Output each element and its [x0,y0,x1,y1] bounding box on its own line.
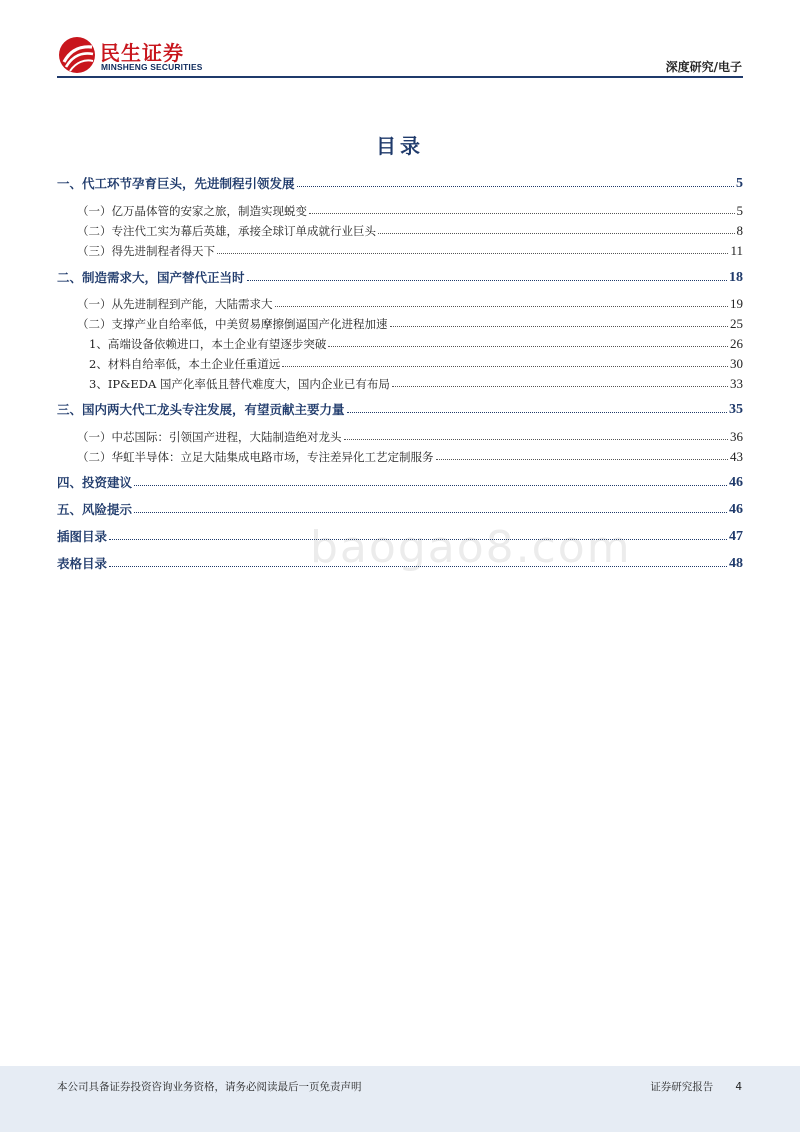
toc-entry-page: 43 [730,449,743,464]
page-footer [0,1066,800,1132]
footer-page-number: 4 [735,1081,742,1093]
toc-entry-text: 表格目录 [57,556,108,571]
company-logo [57,35,207,75]
toc-entry-page: 48 [729,556,743,571]
toc-leader-dots [134,485,727,486]
toc-entry-section-2[interactable] [57,266,743,286]
toc-entry-page: 33 [730,376,743,391]
toc-leader-dots [297,186,734,187]
toc-entry-text: （二）专注代工实为幕后英雄，承接全球订单成就行业巨头 [77,224,376,238]
toc-entry-text: 二、制造需求大，国产替代正当时 [57,270,245,285]
toc-leader-dots [275,306,729,307]
toc-entry-text: （二）支撑产业自给率低，中美贸易摩擦倒逼国产化进程加速 [77,317,388,331]
toc-entry-text: 2、材料自给率低，本土企业任重道远 [89,357,281,371]
toc-leader-dots [392,386,728,387]
toc-leader-dots [309,213,735,214]
toc-entry-2-2-3[interactable] [57,372,743,392]
toc-entry-text: 四、投资建议 [57,475,133,490]
minsheng-logo-icon [57,35,97,75]
toc-entry-section-4[interactable] [57,471,743,491]
toc-entry-page: 30 [730,356,743,371]
toc-leader-dots [390,326,729,327]
toc-entry-1-3[interactable] [57,239,743,259]
toc-entry-page: 47 [729,529,743,544]
toc-entry-page: 36 [730,429,743,444]
footer-disclaimer: 本公司具备证券投资咨询业务资格，请务必阅读最后一页免责声明 [57,1081,362,1093]
toc-entry-page: 46 [729,475,743,490]
toc-entry-text: （一）从先进制程到产能，大陆需求大 [77,297,273,311]
header-divider [57,76,743,78]
toc-title: 目录 [376,134,424,158]
footer-report-type: 证券研究报告 [650,1081,714,1093]
toc-leader-dots [282,366,728,367]
footer-right [650,1079,742,1094]
toc-entry-3-2[interactable] [57,445,743,465]
toc-entry-3-1[interactable] [57,425,743,445]
toc-entry-page: 35 [729,402,743,417]
page-header [0,0,800,80]
toc-entry-page: 46 [729,502,743,517]
toc-entry-table-list[interactable] [57,552,743,572]
toc-entry-text: （一）亿万晶体管的安家之旅，制造实现蜕变 [77,204,307,218]
toc-entry-1-1[interactable] [57,199,743,219]
toc-entry-2-2[interactable] [57,312,743,332]
toc-entry-page: 18 [729,270,743,285]
toc-entry-1-2[interactable] [57,219,743,239]
toc-entry-text: 插图目录 [57,529,108,544]
toc-entry-2-1[interactable] [57,292,743,312]
toc-entry-page: 5 [736,203,743,218]
toc-entry-text: 五、风险提示 [57,502,133,517]
toc-entry-text: 三、国内两大代工龙头专注发展，有望贡献主要力量 [57,402,345,417]
toc-entry-section-1[interactable] [57,172,743,192]
logo-chinese-name: 民生证券 [100,41,184,65]
toc-entry-section-3[interactable] [57,398,743,418]
toc-entry-2-2-1[interactable] [57,332,743,352]
toc-leader-dots [344,439,729,440]
toc-entry-text: （二）华虹半导体：立足大陆集成电路市场，专注差异化工艺定制服务 [77,450,434,464]
toc-leader-dots [217,253,728,254]
toc-entry-text: （三）得先进制程者得天下 [77,244,215,258]
toc-leader-dots [109,566,727,567]
toc-entry-page: 5 [736,176,743,191]
logo-english-name: MINSHENG SECURITIES [101,62,203,72]
toc-entry-text: 3、IP&EDA 国产化率低且替代难度大，国内企业已有布局 [89,377,390,391]
report-category: 深度研究/电子 [665,60,742,74]
toc-leader-dots [247,280,727,281]
toc-leader-dots [134,512,727,513]
watermark-text: baogao8.com [310,522,632,573]
toc-entry-2-2-2[interactable] [57,352,743,372]
toc-entry-text: 一、代工环节孕育巨头，先进制程引领发展 [57,176,295,191]
toc-leader-dots [378,233,735,234]
toc-entry-page: 19 [730,296,743,311]
toc-entry-page: 26 [730,336,743,351]
toc-entry-text: 1、高端设备依赖进口，本土企业有望逐步突破 [89,337,327,351]
toc-entry-page: 25 [730,316,743,331]
toc-leader-dots [436,459,729,460]
toc-entry-section-5[interactable] [57,498,743,518]
toc-entry-text: （一）中芯国际：引领国产进程，大陆制造绝对龙头 [77,430,342,444]
toc-leader-dots [109,539,727,540]
toc-leader-dots [347,412,727,413]
toc-entry-page: 11 [730,243,743,258]
toc-entry-page: 8 [736,223,743,238]
toc-entry-figure-list[interactable] [57,525,743,545]
toc-leader-dots [328,346,728,347]
